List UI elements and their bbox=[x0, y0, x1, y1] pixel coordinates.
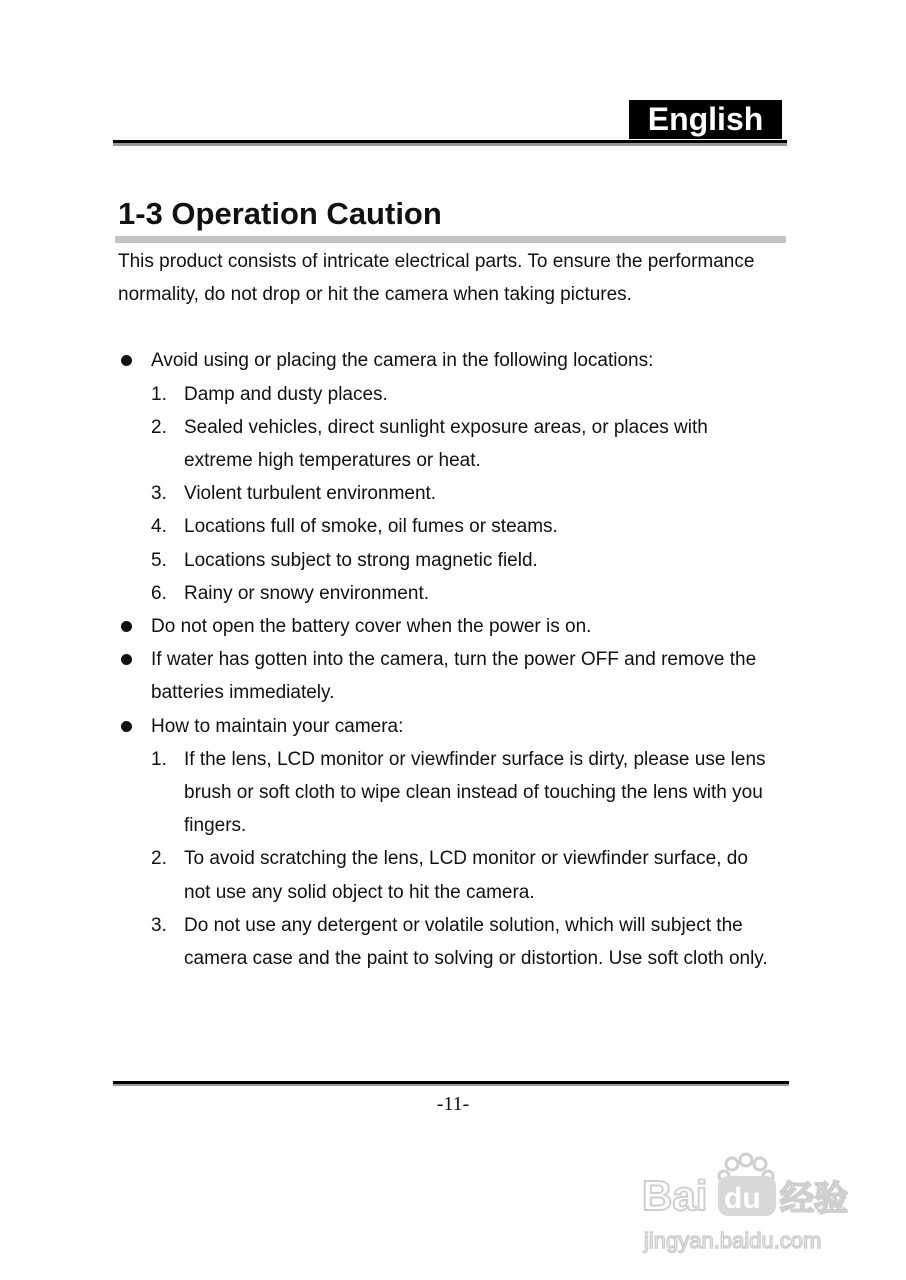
list-item bbox=[151, 743, 778, 843]
maintenance-list bbox=[151, 743, 778, 975]
bullet-dot-icon bbox=[121, 721, 132, 732]
item-number: 5. bbox=[151, 549, 167, 571]
item-text: Do not use any detergent or volatile solution, which will subject the camera case and the paint to solving or distortion. Use soft cloth only. bbox=[184, 914, 768, 970]
page-number: -11- bbox=[436, 1093, 470, 1115]
header-rule bbox=[113, 140, 787, 146]
item-text: Rainy or snowy environment. bbox=[184, 582, 429, 604]
bullet-dot-icon bbox=[121, 621, 132, 632]
bullet-dot-icon bbox=[121, 355, 132, 366]
footer-rule bbox=[113, 1081, 789, 1086]
bullet-item bbox=[118, 643, 778, 709]
item-text: Sealed vehicles, direct sunlight exposure areas, or places with extreme high temperatures or heat. bbox=[184, 416, 708, 472]
item-text: Locations subject to strong magnetic field. bbox=[184, 549, 538, 571]
list-item bbox=[151, 477, 778, 510]
bullet-text: How to maintain your camera: bbox=[151, 715, 404, 737]
list-item bbox=[151, 577, 778, 610]
bullet-item bbox=[118, 710, 778, 976]
item-text: Damp and dusty places. bbox=[184, 383, 388, 405]
bullet-text: Do not open the battery cover when the power is on. bbox=[151, 616, 592, 638]
list-item bbox=[151, 909, 778, 975]
item-number: 3. bbox=[151, 483, 167, 505]
item-number: 6. bbox=[151, 582, 167, 604]
svg-text:du: du bbox=[724, 1182, 761, 1215]
list-item bbox=[151, 544, 778, 577]
intro-paragraph: This product consists of intricate electrical parts. To ensure the performance normality, do not drop or hit the camera when taking pictures. bbox=[118, 251, 755, 306]
item-text: Locations full of smoke, oil fumes or steams. bbox=[184, 516, 558, 538]
item-number: 2. bbox=[151, 416, 167, 438]
list-item bbox=[151, 510, 778, 543]
svg-text:jingyan.baidu.com: jingyan.baidu.com bbox=[644, 1228, 822, 1253]
list-item bbox=[151, 378, 778, 411]
bullet-text: Avoid using or placing the camera in the following locations: bbox=[151, 350, 654, 372]
baidu-watermark-logo bbox=[640, 1150, 870, 1260]
bullet-item bbox=[118, 610, 778, 643]
item-number: 1. bbox=[151, 748, 167, 770]
item-text: To avoid scratching the lens, LCD monitor or viewfinder surface, do not use any solid object to hit the camera. bbox=[184, 848, 748, 903]
svg-text:Bai: Bai bbox=[642, 1172, 708, 1219]
caution-list bbox=[118, 344, 778, 975]
item-number: 4. bbox=[151, 516, 167, 538]
list-item bbox=[151, 411, 778, 477]
language-tab: English bbox=[629, 100, 782, 139]
item-text: If the lens, LCD monitor or viewfinder surface is dirty, please use lens brush or soft cloth to wipe clean instead of touching the lens with you fingers. bbox=[184, 748, 766, 837]
item-number: 1. bbox=[151, 383, 167, 405]
bullet-item bbox=[118, 344, 778, 610]
bullet-dot-icon bbox=[121, 654, 132, 665]
location-list bbox=[151, 378, 778, 610]
item-number: 2. bbox=[151, 848, 167, 870]
section-title: 1-3 Operation Caution bbox=[118, 196, 442, 231]
bullet-text: If water has gotten into the camera, turn the power OFF and remove the batteries immediately. bbox=[151, 649, 757, 704]
title-rule bbox=[115, 236, 786, 243]
svg-text:经验: 经验 bbox=[780, 1179, 848, 1219]
page-content bbox=[118, 245, 778, 975]
item-number: 3. bbox=[151, 914, 167, 936]
list-item bbox=[151, 842, 778, 908]
item-text: Violent turbulent environment. bbox=[184, 483, 437, 505]
